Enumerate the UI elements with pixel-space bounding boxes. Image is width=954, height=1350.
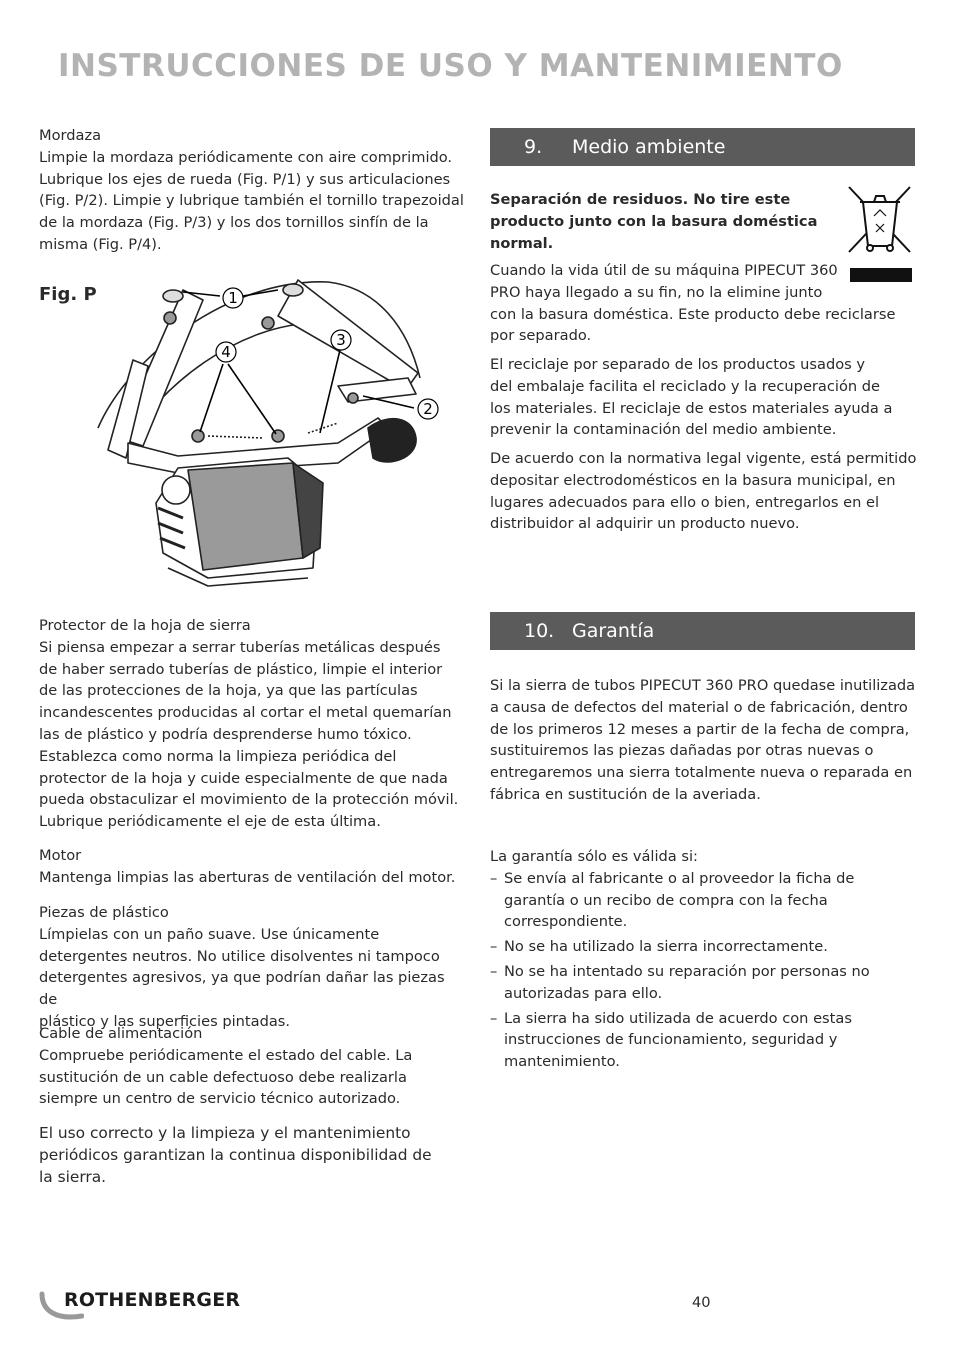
closing-text: [39, 1123, 467, 1188]
section-9-paragraph-1: [490, 260, 920, 347]
text-line: Si la sierra de tubos PIPECUT 360 PRO quedase inutilizada: [490, 677, 916, 694]
jaw-lubrication-diagram: [88, 268, 448, 596]
text-line: pueda obstaculizar el movimiento de la protección móvil.: [39, 791, 459, 809]
text-line: con la basura doméstica. Este producto debe reciclarse: [490, 305, 896, 323]
text-line: correspondiente.: [504, 913, 628, 931]
text-line: protector de la hoja y cuide especialmente de que nada: [39, 769, 448, 787]
text-line: normal.: [490, 234, 554, 252]
text-line: – No se ha utilizado la sierra incorrectamente.: [504, 938, 828, 956]
text-line: Limpie la mordaza periódicamente con aire comprimido.: [39, 148, 453, 166]
text-line: periódicos garantizan la continua disponibilidad de: [39, 1145, 432, 1164]
text-line: detergentes neutros. No utilice disolventes ni tampoco: [39, 947, 440, 965]
mordaza-section: [39, 125, 467, 256]
closing-section: [39, 1123, 467, 1188]
motor-text: [39, 867, 467, 889]
text-line: entregaremos una sierra totalmente nueva o reparada en: [490, 764, 913, 782]
text-line: Separación de residuos. No tire este: [490, 191, 791, 208]
text-line: lugares adecuados para ello o bien, entregarlos en el: [490, 493, 880, 511]
text-line: Cuando la vida útil de su máquina PIPECUT 360: [490, 262, 838, 279]
plastic-heading: Piezas de plástico: [39, 904, 169, 921]
page-number: 40: [692, 1294, 711, 1311]
text-line: a causa de defectos del material o de fabricación, dentro: [490, 698, 908, 716]
text-line: prevenir la contaminación del medio ambiente.: [490, 421, 837, 439]
warranty-text: [490, 675, 920, 806]
section-9-title: Medio ambiente: [572, 136, 726, 158]
text-line: sustituiremos las piezas dañadas por otras nuevas o: [490, 742, 874, 760]
text-line: Establezca como norma la limpieza periódica del: [39, 747, 397, 765]
list-item: [490, 1008, 920, 1073]
cable-heading: Cable de alimentación: [39, 1025, 203, 1042]
text-line: PRO haya llegado a su fin, no la elimine junto: [490, 283, 823, 301]
section-10-header: [490, 612, 915, 650]
text-line: Si piensa empezar a serrar tuberías metálicas después: [39, 638, 441, 656]
text-line: El reciclaje por separado de los productos usados y: [490, 356, 866, 373]
text-line: de haber serrado tuberías de plástico, limpie el interior: [39, 660, 443, 678]
brand-logo: ROTHENBERGER: [64, 1289, 241, 1311]
mordaza-heading: Mordaza: [39, 127, 102, 144]
motor-section: [39, 845, 467, 889]
text-line: – La sierra ha sido utilizada de acuerdo con estas: [504, 1009, 852, 1027]
section-10-title: Garantía: [572, 620, 655, 642]
section-9-paragraph-3: [490, 448, 920, 535]
text-line: incandescentes producidas al cortar el metal quemarían: [39, 704, 452, 722]
protector-heading: Protector de la hoja de sierra: [39, 617, 251, 634]
text-line: de los primeros 12 meses a partir de la fecha de compra,: [490, 720, 910, 738]
text-line: Mantenga limpias las aberturas de ventilación del motor.: [39, 868, 456, 886]
section-10-number: 10.: [524, 620, 555, 642]
page-title: INSTRUCCIONES DE USO Y MANTENIMIENTO: [58, 48, 843, 84]
text-line: producto junto con la basura doméstica: [490, 212, 818, 230]
text-line: del embalaje facilita el reciclado y la recuperación de: [490, 377, 881, 395]
callout-3-label: 3: [336, 331, 346, 349]
text-line: (Fig. P/2). Limpie y lubrique también el tornillo trapezoidal: [39, 192, 464, 210]
warranty-conditions: [490, 846, 920, 1076]
text-line: distribuidor al adquirir un producto nuevo.: [490, 515, 800, 533]
waste-separation-text: [490, 189, 830, 254]
plastic-text: [39, 924, 467, 1033]
text-line: de la mordaza (Fig. P/3) y los dos tornillos sinfín de la: [39, 214, 429, 232]
text-line: – Se envía al fabricante o al proveedor la ficha de: [504, 869, 855, 887]
mordaza-text: [39, 147, 467, 256]
section-9-paragraph-2: [490, 354, 920, 441]
text-line: detergentes agresivos, ya que podrían dañar las piezas de: [39, 969, 445, 1009]
text-line: Lubrique los ejes de rueda (Fig. P/1) y sus articulaciones: [39, 170, 451, 188]
text-line: El uso correcto y la limpieza y el mantenimiento: [39, 1124, 411, 1142]
text-line: De acuerdo con la normativa legal vigente, está permitido: [490, 450, 917, 467]
text-line: las de plástico y podría desprenderse humo tóxico.: [39, 725, 412, 743]
protector-text: [39, 637, 467, 833]
warranty-paragraph: [490, 675, 920, 806]
list-item: [490, 961, 920, 1005]
recycling-text: [490, 354, 920, 441]
text-line: autorizadas para ello.: [504, 984, 663, 1002]
plastic-section: [39, 902, 467, 1033]
text-line: sustitución de un cable defectuoso debe realizarla: [39, 1068, 407, 1086]
text-line: siempre un centro de servicio técnico autorizado.: [39, 1090, 401, 1108]
text-line: plástico y las superficies pintadas.: [39, 1012, 291, 1030]
list-item: [490, 936, 920, 958]
text-line: Compruebe periódicamente el estado del cable. La: [39, 1046, 413, 1064]
figure-label: Fig. P: [39, 284, 97, 305]
waste-separation-notice: [490, 189, 830, 254]
protector-section: [39, 615, 467, 833]
section-9-header: [490, 128, 915, 166]
regulation-text: [490, 448, 920, 535]
section-9-number: 9.: [524, 136, 543, 158]
callout-2-label: 2: [423, 400, 433, 418]
callout-1-label: 1: [228, 289, 238, 307]
warranty-conditions-list: [490, 868, 920, 1073]
text-line: fábrica en sustitución de la averiada.: [490, 785, 761, 803]
motor-heading: Motor: [39, 847, 82, 864]
cable-section: [39, 1023, 467, 1110]
list-item: [490, 868, 920, 933]
lifecycle-text: [490, 260, 920, 347]
text-line: los materiales. El reciclaje de estos materiales ayuda a: [490, 399, 893, 417]
callout-4-label: 4: [221, 343, 231, 361]
text-line: instrucciones de funcionamiento, seguridad y: [504, 1031, 838, 1049]
text-line: la sierra.: [39, 1167, 107, 1186]
text-line: mantenimiento.: [504, 1053, 620, 1071]
cable-text: [39, 1045, 467, 1110]
text-line: de las protecciones de la hoja, ya que las partículas: [39, 682, 418, 700]
text-line: Límpielas con un paño suave. Use únicamente: [39, 925, 380, 943]
text-line: – No se ha intentado su reparación por personas no: [504, 962, 870, 980]
text-line: por separado.: [490, 327, 592, 345]
text-line: Lubrique periódicamente el eje de esta última.: [39, 813, 381, 831]
text-line: garantía o un recibo de compra con la fecha: [504, 891, 828, 909]
text-line: depositar electrodomésticos en la basura municipal, en: [490, 471, 896, 489]
warranty-conditions-heading: La garantía sólo es válida si:: [490, 848, 698, 865]
text-line: misma (Fig. P/4).: [39, 235, 162, 253]
